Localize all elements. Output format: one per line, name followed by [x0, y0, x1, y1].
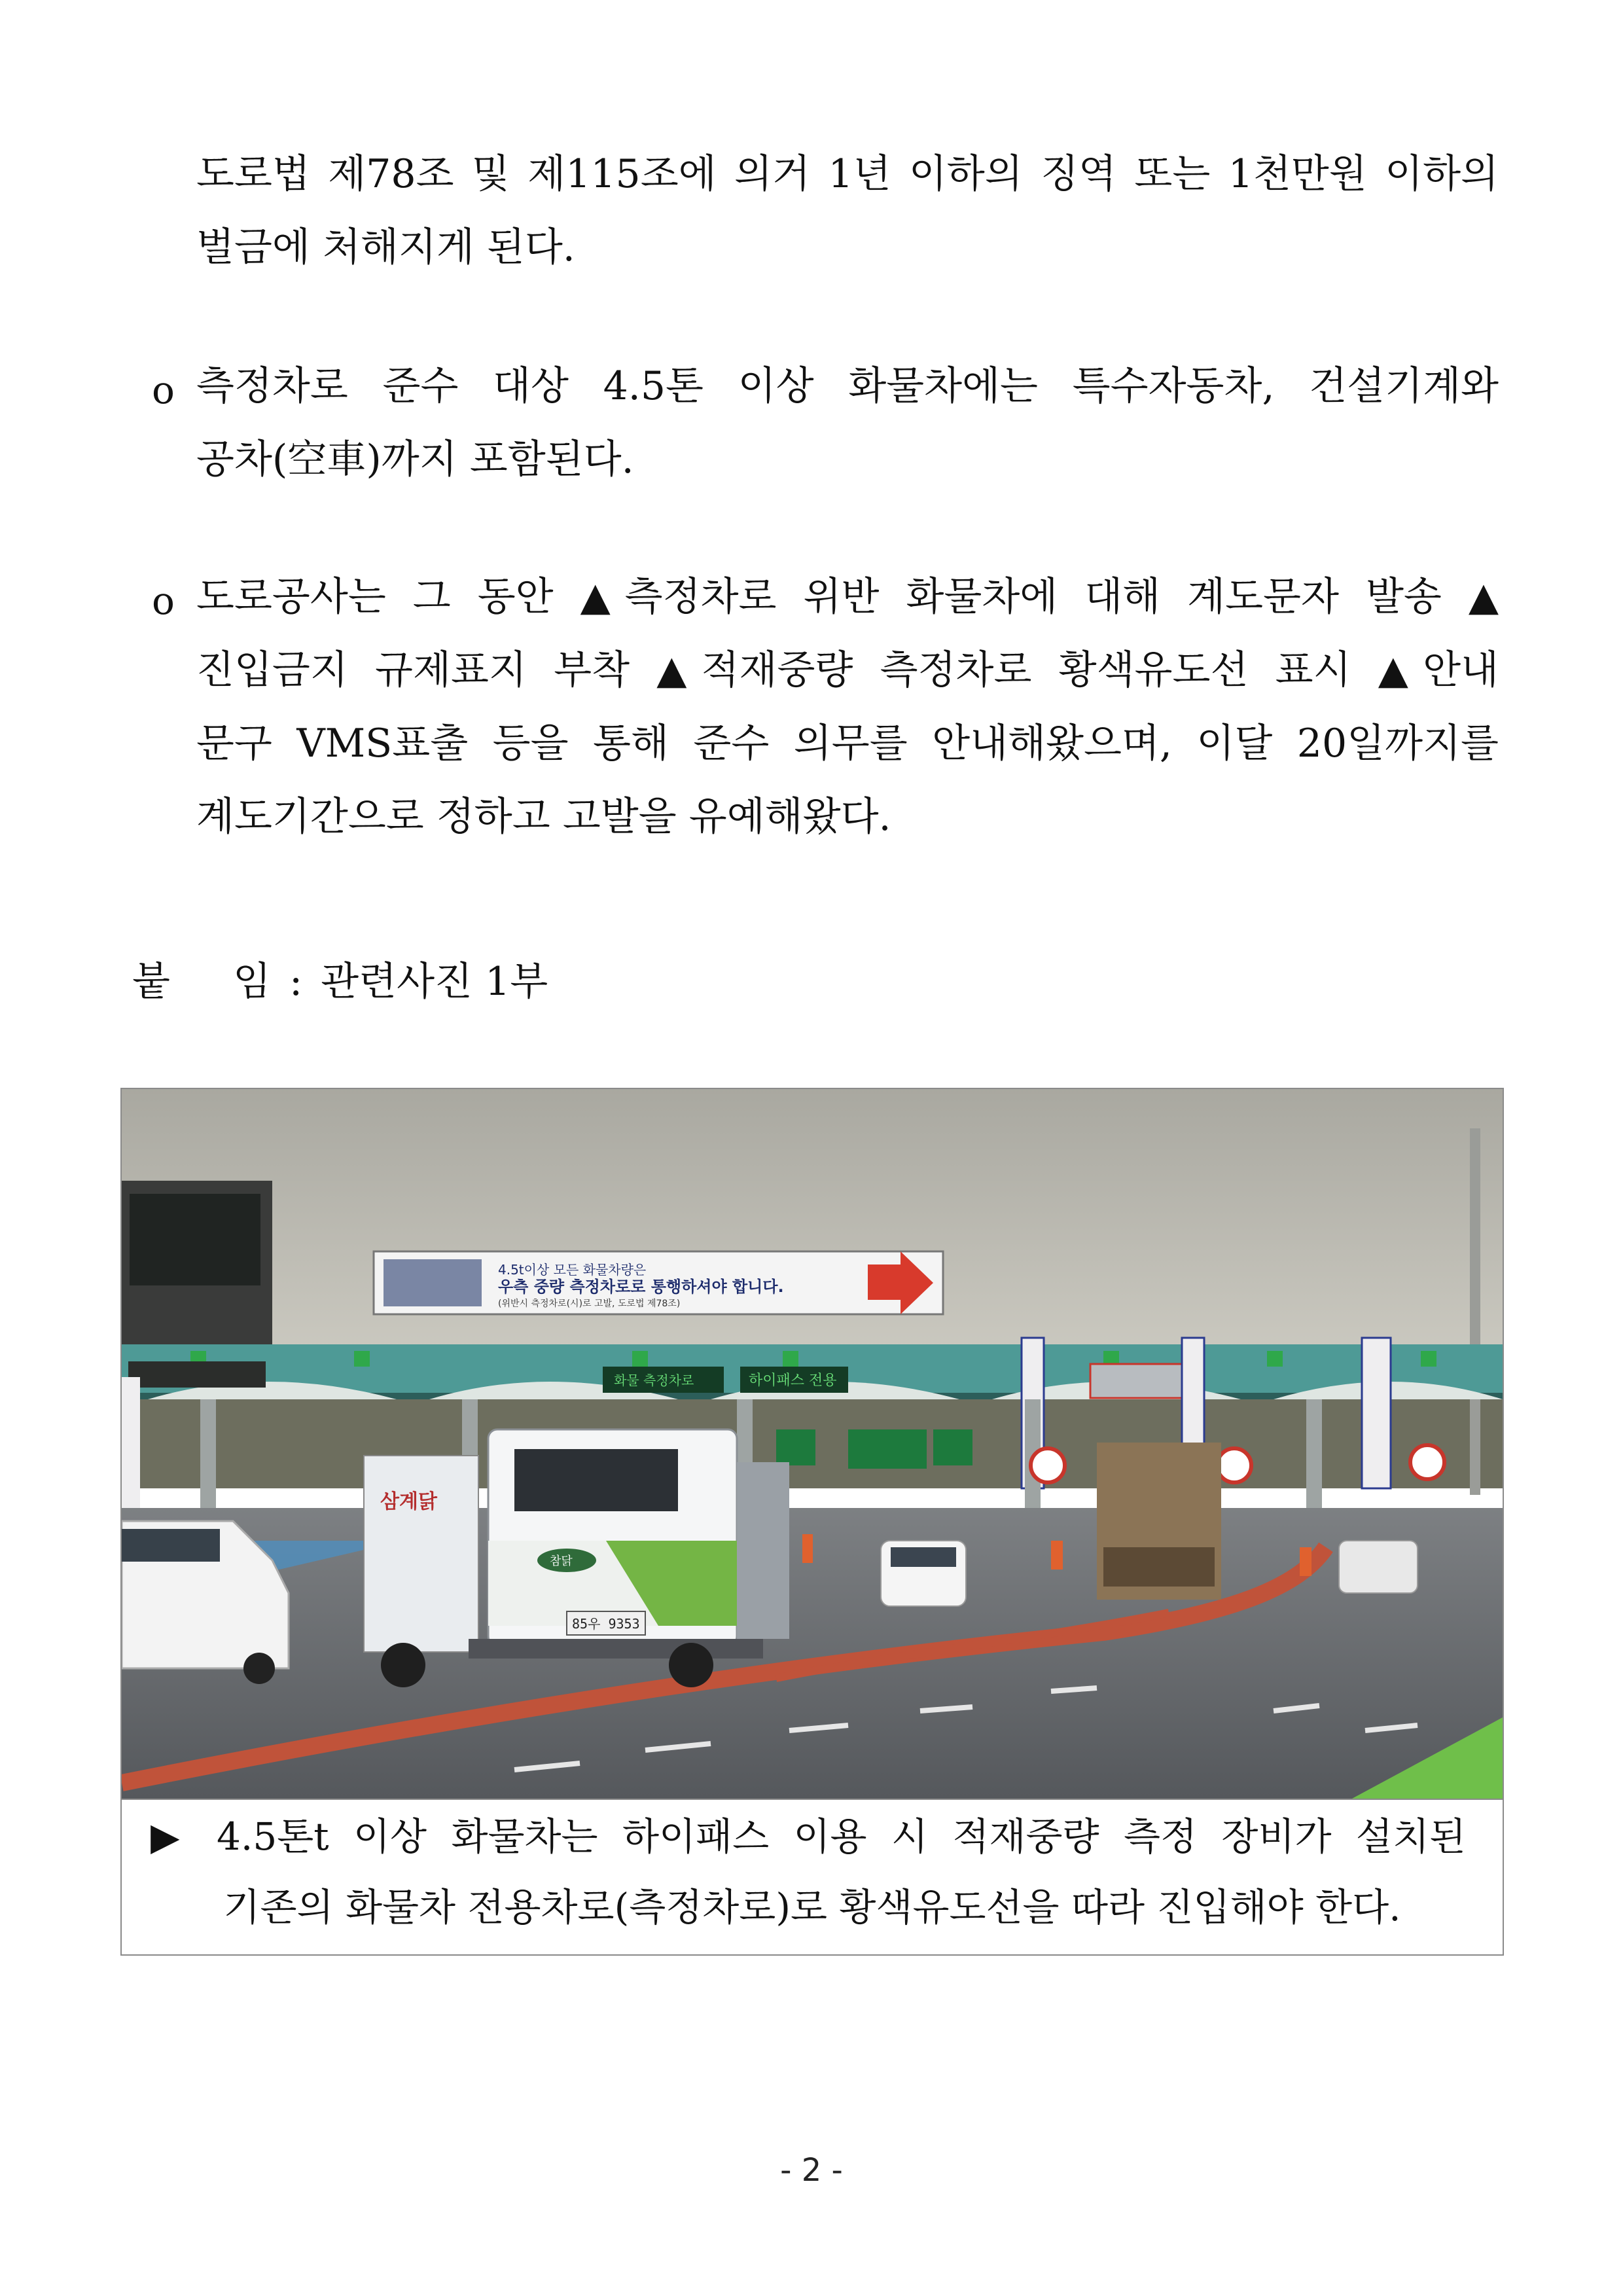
- photo-caption: [122, 1801, 1503, 1943]
- tollgate-photo: [122, 1089, 1503, 1799]
- caption-divider: [122, 1799, 1503, 1800]
- attachment-label-1: 붙: [132, 959, 170, 1005]
- paragraph-line: 진입금지 규제표지 부착 ▲적재중량 측정차로 황색유도선 표시 ▲안내: [196, 647, 1499, 693]
- attachment-separator: :: [289, 959, 303, 1005]
- lane-sign-truck: 화물 측정차로: [614, 1372, 694, 1388]
- banner-text-3: (위반시 측정차로(시)로 고발, 도로법 제78조): [498, 1299, 681, 1309]
- bullet-marker: o: [152, 368, 175, 412]
- lane-sign-hipass: 하이패스 전용: [749, 1372, 837, 1389]
- overhead-banner: [374, 1251, 943, 1314]
- attachment-value: 관련사진 1부: [321, 959, 548, 1005]
- bullet-marker: o: [152, 579, 175, 623]
- truck-logo: 참닭: [550, 1554, 573, 1568]
- paragraph-penalty: [196, 137, 1499, 284]
- caption-line: ▶ 4.5톤t 이상 화물차는 하이패스 이용 시 적재중량 측정 장비가 설치된: [151, 1814, 1466, 1859]
- banner-text-1: 4.5t이상 모든 화물차량은: [498, 1262, 647, 1278]
- paragraph-line: 계도기간으로 정하고 고발을 유예해왔다.: [196, 794, 891, 840]
- truck-door-text: 삼계닭: [380, 1490, 437, 1513]
- attachment-label-2: 임: [232, 959, 271, 1005]
- caption-line: 기존의 화물차 전용차로(측정차로)로 황색유도선을 따라 진입해야 한다.: [223, 1885, 1401, 1929]
- license-plate: 85우 9353: [572, 1616, 640, 1632]
- figure-box: [120, 1088, 1504, 1956]
- paragraph-line: 공차(空車)까지 포함된다.: [196, 437, 634, 482]
- paragraph-line: 문구 VMS표출 등을 통해 준수 의무를 안내해왔으며, 이달 20일까지를: [196, 721, 1499, 766]
- small-truck: [364, 1429, 789, 1687]
- paragraph-line: 벌금에 처해지게 된다.: [196, 224, 575, 270]
- banner-text-2: 우측 중량 측정차로로 통행하셔야 합니다.: [498, 1278, 784, 1296]
- paragraph-target-vehicles: [196, 350, 1499, 496]
- paragraph-line: 도로공사는 그 동안 ▲측정차로 위반 화물차에 대해 계도문자 발송 ▲: [196, 574, 1499, 620]
- paragraph-line: 측정차로 준수 대상 4.5톤 이상 화물차에는 특수자동차, 건설기계와: [196, 363, 1499, 409]
- page-number: - 2 -: [780, 2152, 843, 2189]
- paragraph-line: 도로법 제78조 및 제115조에 의거 1년 이하의 징역 또는 1천만원 이하의: [196, 151, 1499, 197]
- attachment-line: [132, 945, 548, 1018]
- paragraph-guidance-measures: [196, 560, 1499, 853]
